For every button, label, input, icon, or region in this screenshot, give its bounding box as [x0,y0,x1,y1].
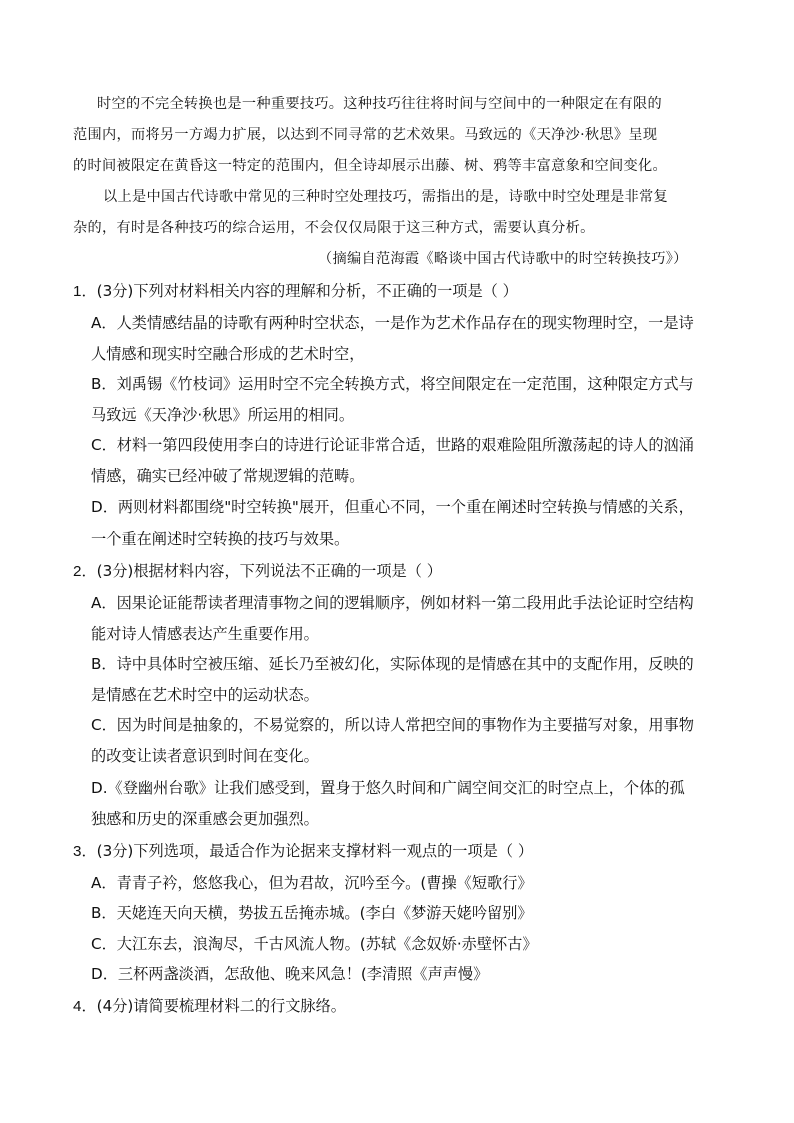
question-4-stem [73,999,346,1014]
question-4-number: 4． [73,998,97,1015]
passage-para2-line2: 杂的，有时是各种技巧的综合运用，不会仅仅局限于这三种方式，需要认真分析。 [73,220,595,236]
q2-option-d-line1: D.《登幽州台歌》让我们感受到，置身于悠久时间和广阔空间交汇的时空点上，个体的孤 [91,779,685,797]
passage-para1-line2: 范围内，而将另一方竭力扩展，以达到不同寻常的艺术效果。马致远的《天净沙·秋思》呈现 [73,127,658,143]
q2-option-c-line2: 的改变让读者意识到时间在变化。 [91,747,319,765]
passage-para2-line1: 以上是中国古代诗歌中常见的三种时空处理技巧，需指出的是，诗歌中时空处理是非常复 [103,189,669,205]
question-1-text: (3分)下列对材料相关内容的理解和分析，不正确的一项是（ ） [96,282,518,300]
question-1-number: 1． [73,283,97,300]
q1-option-d-line2: 一个重在阐述时空转换的技巧与效果。 [91,530,350,548]
q1-option-d-line1: D．两则材料都围绕"时空转换"展开，但重心不同，一个重在阐述时空转换与情感的关系， [91,498,694,516]
q2-option-b-line1: B．诗中具体时空被压缩、延长乃至被幻化，实际体现的是情感在其中的支配作用，反映的 [91,655,694,673]
passage-para1-line1: 时空的不完全转换也是一种重要技巧。这种技巧往往将时间与空间中的一种限定在有限的 [97,96,663,112]
q2-option-c-line1: C．因为时间是抽象的，不易觉察的，所以诗人常把空间的事物作为主要描写对象，用事物 [91,716,694,734]
q2-option-d-line2: 独感和历史的深重感会更加强烈。 [91,810,319,828]
question-3-stem [73,844,533,859]
q1-option-a-line1: A．人类情感结晶的诗歌有两种时空状态，一是作为艺术作品存在的现实物理时空，一是诗 [91,314,694,332]
q1-option-b-line2: 马致远《天净沙·秋思》所运用的相同。 [91,406,355,424]
question-2-text: (3分)根据材料内容，下列说法不正确的一项是（ ） [96,562,442,580]
q3-option-b: B．天姥连天向天横，势拔五岳掩赤城。(李白《梦游天姥吟留别》 [91,904,533,922]
q3-option-c: C．大江东去，浪淘尽，千古风流人物。(苏轼《念奴娇·赤壁怀古》 [91,935,538,953]
q1-option-c-line1: C．材料一第四段使用李白的诗进行论证非常合适，世路的艰难险阻所激荡起的诗人的汹涌 [91,436,694,454]
q3-option-a: A．青青子衿，悠悠我心，但为君故，沉吟至今。(曹操《短歌行》 [91,874,533,892]
q1-option-b-line1: B．刘禹锡《竹枝词》运用时空不完全转换方式，将空间限定在一定范围，这种限定方式与 [91,375,694,393]
question-2-number: 2． [73,563,97,580]
q2-option-b-line2: 是情感在艺术时空中的运动状态。 [91,686,319,704]
question-4-text: (4分)请简要梳理材料二的行文脉络。 [96,997,346,1015]
q2-option-a-line2: 能对诗人情感表达产生重要作用。 [91,625,319,643]
q2-option-a-line1: A．因果论证能帮读者理清事物之间的逻辑顺序，例如材料一第二段用此手法论证时空结构 [91,594,694,612]
question-1-stem [73,284,518,299]
question-3-text: (3分)下列选项，最适合作为论据来支撑材料一观点的一项是（ ） [96,842,534,860]
q1-option-c-line2: 情感，确实已经冲破了常规逻辑的范畴。 [91,467,365,485]
q1-option-a-line2: 人情感和现实时空融合形成的艺术时空， [91,345,365,363]
question-3-number: 3． [73,843,97,860]
question-2-stem [73,564,442,579]
passage-para1-line3: 的时间被限定在黄昏这一特定的范围内，但全诗却展示出藤、树、鸦等丰富意象和空间变化。 [73,158,667,174]
q3-option-d: D．三杯两盏淡酒，怎敌他、晚来风急！(李清照《声声慢》 [91,965,489,983]
passage-source: （摘编自范海霞《略谈中国古代诗歌中的时空转换技巧》） [318,251,688,267]
